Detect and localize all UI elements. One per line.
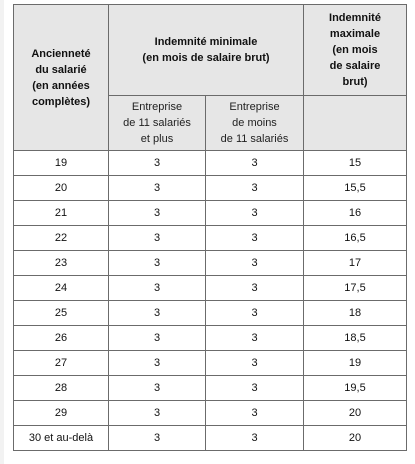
cell-seniority: 26 — [14, 326, 109, 351]
cell-min-11-plus: 3 — [109, 176, 206, 201]
table-row — [14, 176, 407, 201]
table-row — [14, 351, 407, 376]
cell-max: 17 — [304, 251, 407, 276]
table-row — [14, 226, 407, 251]
cell-max: 15,5 — [304, 176, 407, 201]
table-row — [14, 276, 407, 301]
table-row — [14, 151, 407, 176]
cell-seniority: 28 — [14, 376, 109, 401]
subheader-11-plus: Entreprise de 11 salariés et plus — [109, 96, 206, 151]
cell-min-less-11: 3 — [206, 201, 304, 226]
cell-seniority: 24 — [14, 276, 109, 301]
table-row — [14, 401, 407, 426]
cell-seniority: 23 — [14, 251, 109, 276]
cell-seniority: 20 — [14, 176, 109, 201]
indemnity-table — [13, 4, 407, 451]
cell-seniority: 25 — [14, 301, 109, 326]
cell-seniority: 19 — [14, 151, 109, 176]
header-max-indemnity: Indemnité maximale (en mois de salaire brut) — [304, 5, 407, 96]
cell-max: 17,5 — [304, 276, 407, 301]
header-min-indemnity: Indemnité minimale (en mois de salaire brut) — [109, 5, 304, 96]
cell-max: 15 — [304, 151, 407, 176]
cell-seniority: 22 — [14, 226, 109, 251]
table-row — [14, 326, 407, 351]
cell-min-11-plus: 3 — [109, 301, 206, 326]
cell-min-less-11: 3 — [206, 351, 304, 376]
cell-min-11-plus: 3 — [109, 326, 206, 351]
cell-min-less-11: 3 — [206, 276, 304, 301]
table-header — [14, 5, 407, 151]
cell-min-11-plus: 3 — [109, 401, 206, 426]
table-row — [14, 251, 407, 276]
subheader-max-empty — [304, 96, 407, 151]
table-body — [14, 151, 407, 451]
cell-max: 16 — [304, 201, 407, 226]
cell-min-less-11: 3 — [206, 426, 304, 451]
cell-min-11-plus: 3 — [109, 351, 206, 376]
cell-min-11-plus: 3 — [109, 226, 206, 251]
cell-min-11-plus: 3 — [109, 276, 206, 301]
cell-min-11-plus: 3 — [109, 251, 206, 276]
cell-min-less-11: 3 — [206, 151, 304, 176]
header-seniority: Ancienneté du salarié (en années complètes) — [14, 5, 109, 151]
cell-max: 18,5 — [304, 326, 407, 351]
cell-min-less-11: 3 — [206, 176, 304, 201]
cell-max: 20 — [304, 426, 407, 451]
cell-max: 16,5 — [304, 226, 407, 251]
cell-min-less-11: 3 — [206, 251, 304, 276]
cell-max: 18 — [304, 301, 407, 326]
header-row-main — [14, 5, 407, 96]
cell-seniority: 30 et au-delà — [14, 426, 109, 451]
cell-min-11-plus: 3 — [109, 151, 206, 176]
cell-min-11-plus: 3 — [109, 201, 206, 226]
cell-min-less-11: 3 — [206, 301, 304, 326]
cell-seniority: 21 — [14, 201, 109, 226]
table-row — [14, 301, 407, 326]
cell-min-11-plus: 3 — [109, 376, 206, 401]
subheader-less-11: Entreprise de moins de 11 salariés — [206, 96, 304, 151]
table-row — [14, 376, 407, 401]
cell-seniority: 29 — [14, 401, 109, 426]
cell-seniority: 27 — [14, 351, 109, 376]
table-row — [14, 201, 407, 226]
cell-min-11-plus: 3 — [109, 426, 206, 451]
page-left-rule — [0, 0, 4, 464]
cell-max: 20 — [304, 401, 407, 426]
cell-max: 19,5 — [304, 376, 407, 401]
cell-min-less-11: 3 — [206, 326, 304, 351]
cell-min-less-11: 3 — [206, 401, 304, 426]
table-row — [14, 426, 407, 451]
cell-min-less-11: 3 — [206, 376, 304, 401]
cell-max: 19 — [304, 351, 407, 376]
cell-min-less-11: 3 — [206, 226, 304, 251]
